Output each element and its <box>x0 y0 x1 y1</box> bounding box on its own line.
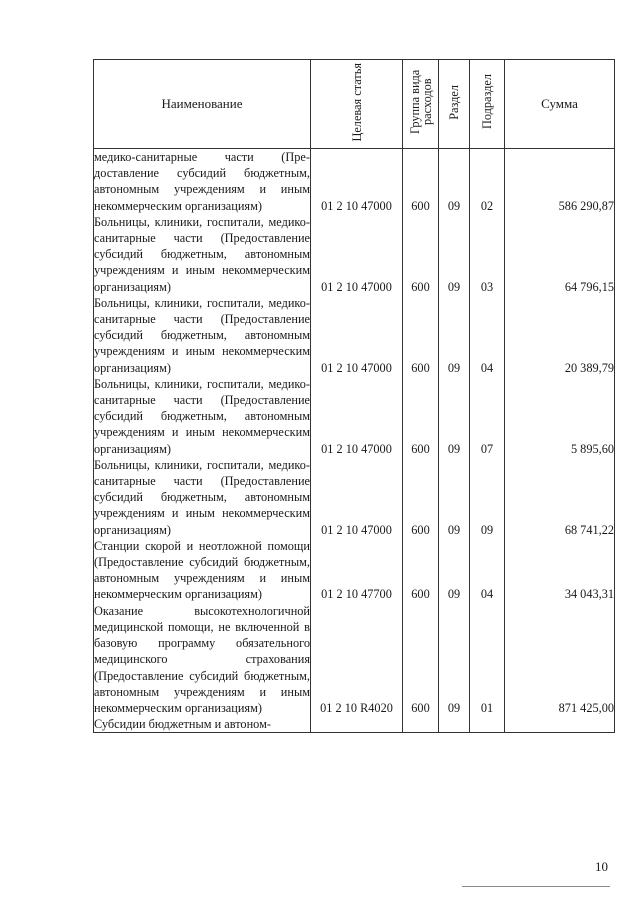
table-row <box>94 149 615 214</box>
target-article-cell: 01 2 10 R4020 <box>311 603 403 716</box>
expense-group-cell <box>403 716 439 733</box>
amount-cell: 34 043,31 <box>505 538 615 603</box>
subsection-cell: 07 <box>470 376 505 457</box>
amount-cell: 68 741,22 <box>505 457 615 538</box>
table-row <box>94 295 615 376</box>
target-article-cell: 01 2 10 47000 <box>311 457 403 538</box>
row-name-cell: Больницы, клиники, госпитали, медико-санитарные части (Предоставление субсидий бюджетным, автономным учреждениям и иным некоммерческим организациям) <box>94 376 310 456</box>
section-cell: 09 <box>439 149 470 214</box>
subsection-cell: 03 <box>470 214 505 295</box>
expense-group-cell: 600 <box>403 295 439 376</box>
subsection-cell: 04 <box>470 538 505 603</box>
table-row <box>94 214 615 295</box>
section-cell <box>439 716 470 733</box>
subsection-cell: 04 <box>470 295 505 376</box>
target-article-cell: 01 2 10 47700 <box>311 538 403 603</box>
amount-cell: 20 389,79 <box>505 295 615 376</box>
table-row <box>94 376 615 457</box>
table-header-row <box>94 60 615 149</box>
expense-group-cell: 600 <box>403 149 439 214</box>
row-name-cell: Станции скорой и неотложной помощи (Предоставление субсидий бюджетным, автономным учреждениям и иным некоммерческим организациям) <box>94 538 310 602</box>
header-section: Раздел <box>439 60 470 149</box>
table-row <box>94 538 615 603</box>
row-name-cell: Субсидии бюджетным и автоном- <box>94 716 311 733</box>
subsection-cell: 09 <box>470 457 505 538</box>
amount-cell: 64 796,15 <box>505 214 615 295</box>
header-target-article: Целевая статья <box>311 60 403 149</box>
section-cell: 09 <box>439 457 470 538</box>
expense-group-cell: 600 <box>403 603 439 716</box>
row-name-cell: Оказание высокотехнологичной медицинской помощи, не включенной в базовую программу обязательного медицинского страхования (Предоставление субсидий бюджетным, автономным учреждениям и иным некоммерческим организациям) <box>94 603 310 715</box>
row-name-cell: Больницы, клиники, госпитали, медико-санитарные части (Предоставление субсидий бюджетным, автономным учреждениям и иным некоммерческим организациям) <box>94 214 310 294</box>
amount-cell: 871 425,00 <box>505 603 615 716</box>
section-cell: 09 <box>439 538 470 603</box>
footer-rule <box>462 886 610 887</box>
header-name: Наименование <box>94 60 311 149</box>
section-cell: 09 <box>439 214 470 295</box>
table-row <box>94 603 615 716</box>
amount-cell: 586 290,87 <box>505 149 615 214</box>
page-number: 10 <box>595 859 608 874</box>
subsection-cell: 02 <box>470 149 505 214</box>
header-subsection: Подраздел <box>470 60 505 149</box>
section-cell: 09 <box>439 295 470 376</box>
row-name-cell: медико-санитарные части (Предоставление субсидий бюджетным, автономным учреждениям и иным некоммерческим организациям) <box>94 150 310 213</box>
row-name-cell: Больницы, клиники, госпитали, медико-санитарные части (Предоставление субсидий бюджетным, автономным учреждениям и иным некоммерческим организациям) <box>94 457 310 537</box>
expense-group-cell: 600 <box>403 376 439 457</box>
target-article-cell <box>311 716 403 733</box>
target-article-cell: 01 2 10 47000 <box>311 376 403 457</box>
row-name-cell: Больницы, клиники, госпитали, медико-санитарные части (Предоставление субсидий бюджетным, автономным учреждениям и иным некоммерческим организациям) <box>94 295 310 375</box>
header-amount: Сумма <box>505 60 615 149</box>
table-row <box>94 716 615 733</box>
section-cell: 09 <box>439 603 470 716</box>
target-article-cell: 01 2 10 47000 <box>311 295 403 376</box>
amount-cell: 5 895,60 <box>505 376 615 457</box>
subsection-cell <box>470 716 505 733</box>
expense-group-cell: 600 <box>403 457 439 538</box>
amount-cell <box>505 716 615 733</box>
target-article-cell: 01 2 10 47000 <box>311 214 403 295</box>
budget-table <box>93 59 615 733</box>
header-expense-group: Группа вида расходов <box>403 60 439 149</box>
subsection-cell: 01 <box>470 603 505 716</box>
table-row <box>94 457 615 538</box>
expense-group-cell: 600 <box>403 538 439 603</box>
section-cell: 09 <box>439 376 470 457</box>
target-article-cell: 01 2 10 47000 <box>311 149 403 214</box>
expense-group-cell: 600 <box>403 214 439 295</box>
